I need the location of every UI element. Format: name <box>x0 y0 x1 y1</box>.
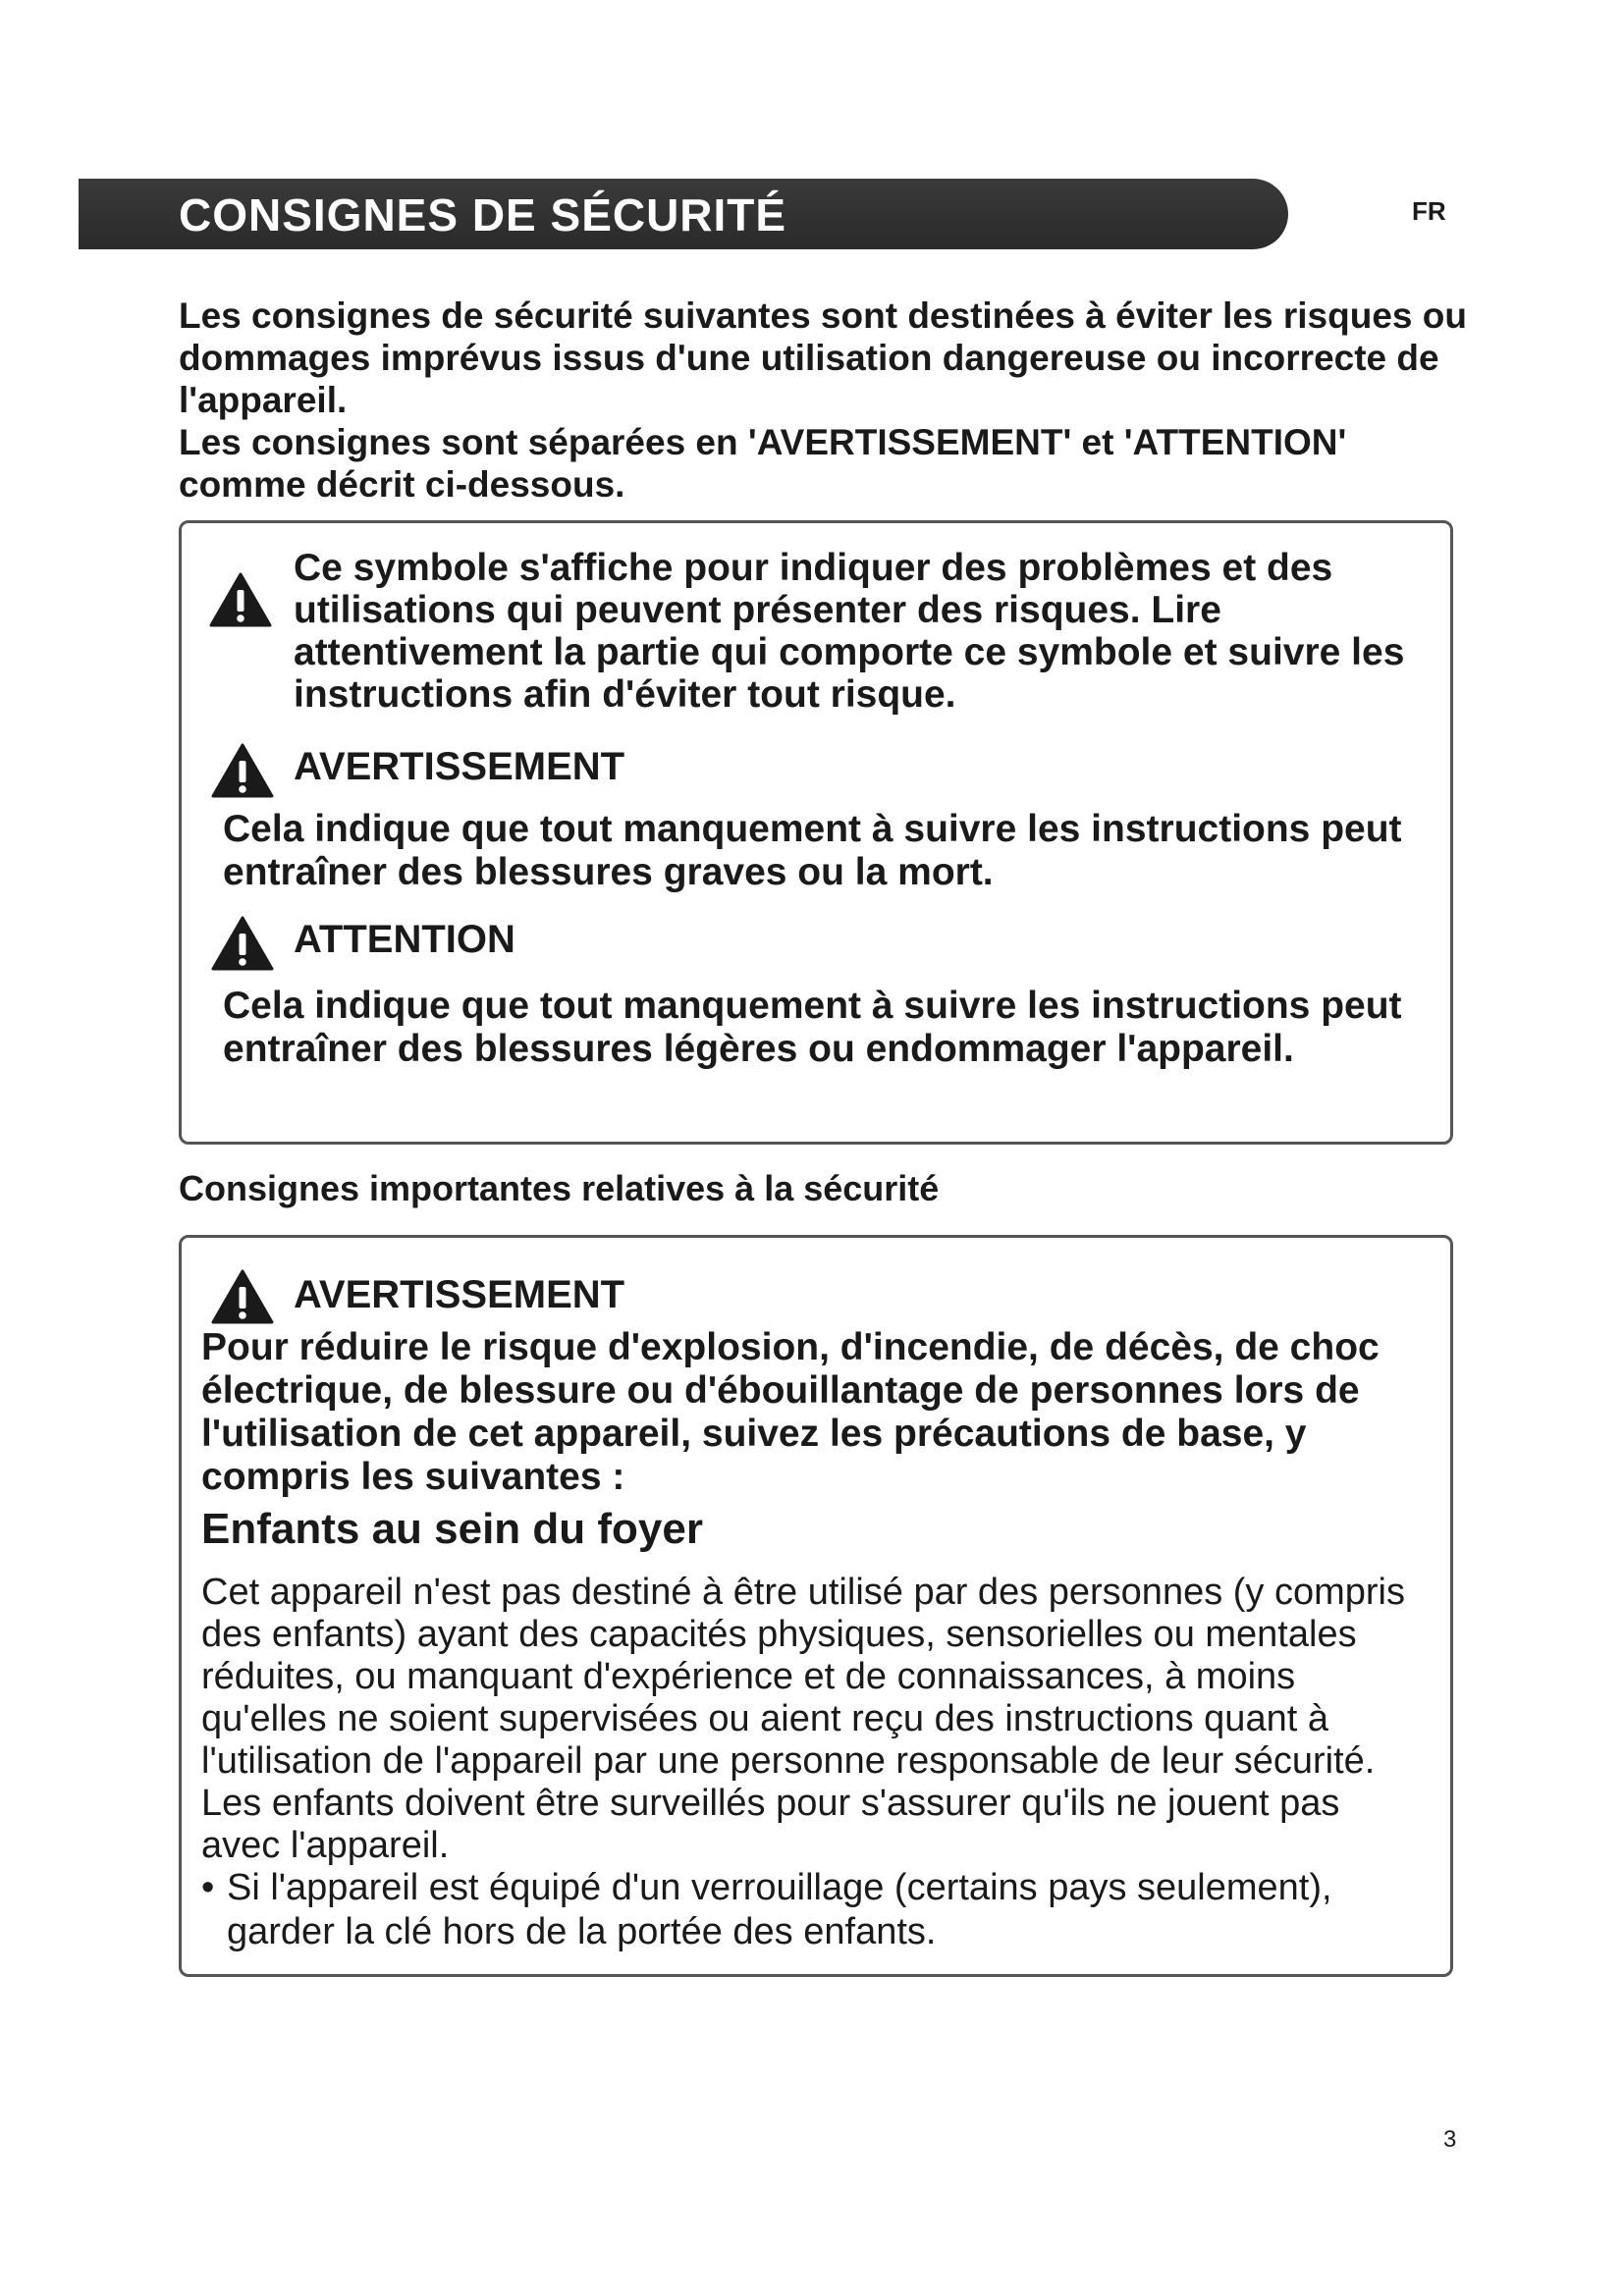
bullet-item: Si l'appareil est équipé d'un verrouillage (certains pays seulement), garder la clé hors de la portée des enfants. <box>227 1867 1332 1952</box>
warning-label: AVERTISSEMENT <box>294 745 625 788</box>
language-code: FR <box>1412 196 1446 226</box>
children-paragraph: Cet appareil n'est pas destiné à être utilisé par des personnes (y compris des enfants) ayant des capacités physiques, sensorielles ou mentales réduites, ou manquant d'expérience et de connaissances, à moins qu'elles ne soient supervisées ou aient reçu des instructions quant à l'utilisation de l'appareil par une personne responsable de leur sécurité. Les enfants doivent être surveillés pour s'assurer qu'ils ne jouent pas avec l'appareil. <box>201 1572 1406 1866</box>
intro-paragraph-2: Les consignes sont séparées en 'AVERTISSEMENT' et 'ATTENTION' comme décrit ci-dessous. <box>179 422 1347 505</box>
intro <box>179 294 1475 506</box>
page-number: 3 <box>1443 2126 1457 2153</box>
legend-box <box>179 520 1453 1145</box>
subheading: Enfants au sein du foyer <box>201 1505 703 1553</box>
symbol-explanation: Ce symbole s'affiche pour indiquer des problèmes et des utilisations qui peuvent présenter des risques. Lire attentivement la partie qui comporte ce symbole et suivre les instructions afin d'éviter tout risque. <box>294 547 1405 716</box>
warning-label: AVERTISSEMENT <box>294 1273 625 1316</box>
page-title: CONSIGNES DE SÉCURITÉ <box>179 189 787 240</box>
caution-description: Cela indique que tout manquement à suivre les instructions peut entraîner des blessures légères ou endommager l'appareil. <box>223 985 1402 1070</box>
warning-triangle-icon <box>211 916 274 971</box>
warning-triangle-icon <box>211 1269 274 1324</box>
warning-intro: Pour réduire le risque d'explosion, d'incendie, de décès, de choc électrique, de blessure ou d'ébouillantage de personnes lors de l'utilisation de cet appareil, suivez les précautions de base, y compris les suivantes : <box>201 1326 1380 1498</box>
section-heading: Consignes importantes relatives à la sécurité <box>179 1168 940 1208</box>
warning-triangle-icon <box>211 743 274 798</box>
warning-triangle-icon <box>209 572 272 627</box>
caution-label: ATTENTION <box>294 918 515 961</box>
warning-description: Cela indique que tout manquement à suivre les instructions peut entraîner des blessures graves ou la mort. <box>223 808 1402 893</box>
intro-paragraph-1: Les consignes de sécurité suivantes sont destinées à éviter les risques ou dommages imprévus issus d'une utilisation dangereuse ou incorrecte de l'appareil. <box>179 295 1467 420</box>
bullet-marker: • <box>201 1867 215 1908</box>
warning-box <box>179 1235 1453 1977</box>
